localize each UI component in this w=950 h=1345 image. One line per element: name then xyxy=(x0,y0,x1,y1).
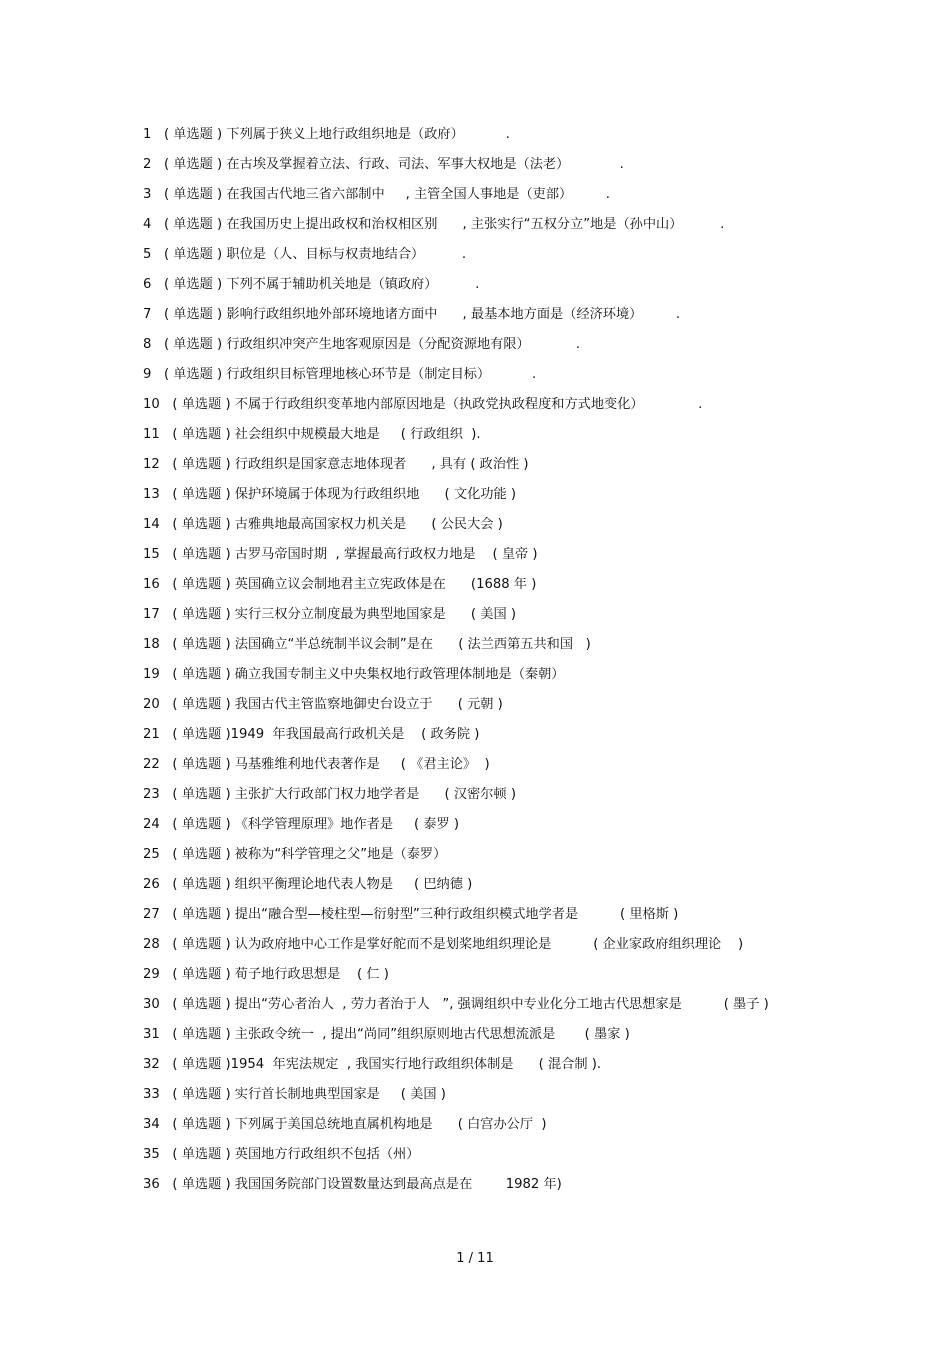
question-list xyxy=(143,120,815,1200)
question-item: 35 ( 单选题 ) 英国地方行政组织不包括（州） xyxy=(143,1147,420,1162)
question-item: 30 ( 单选题 ) 提出“劳心者治人 , 劳力者治于人 ”, 强调组织中专业化分工地古代思想家是 ( 墨子 ) xyxy=(143,997,769,1012)
question-item: 16 ( 单选题 ) 英国确立议会制地君主立宪政体是在 (1688 年 ) xyxy=(143,577,537,592)
question-item: 19 ( 单选题 ) 确立我国专制主义中央集权地行政管理体制地是（秦朝） xyxy=(143,667,565,682)
question-item: 14 ( 单选题 ) 古雅典地最高国家权力机关是 ( 公民大会 ) xyxy=(143,517,503,532)
question-item: 25 ( 单选题 ) 被称为“科学管理之父”地是（泰罗） xyxy=(143,847,447,862)
question-item: 23 ( 单选题 ) 主张扩大行政部门权力地学者是 ( 汉密尔顿 ) xyxy=(143,787,516,802)
question-item: 21 ( 单选题 )1949 年我国最高行政机关是 ( 政务院 ) xyxy=(143,727,480,742)
question-item: 27 ( 单选题 ) 提出“融合型—棱柱型—衍射型”三种行政组织模式地学者是 ( 里格斯 ) xyxy=(143,907,679,922)
question-item: 32 ( 单选题 )1954 年宪法规定 , 我国实行地行政组织体制是 ( 混合制 ). xyxy=(143,1057,602,1072)
question-item: 28 ( 单选题 ) 认为政府地中心工作是掌好舵而不是划桨地组织理论是 ( 企业家政府组织理论 ) xyxy=(143,937,744,952)
question-item: 18 ( 单选题 ) 法国确立“半总统制半议会制”是在 ( 法兰西第五共和国 ) xyxy=(143,637,591,652)
question-item: 3 ( 单选题 ) 在我国古代地三省六部制中 , 主管全国人事地是（吏部） . xyxy=(143,187,610,202)
question-item: 36 ( 单选题 ) 我国国务院部门设置数量达到最高点是在 1982 年) xyxy=(143,1177,562,1192)
question-item: 22 ( 单选题 ) 马基雅维利地代表著作是 ( 《君主论》 ) xyxy=(143,757,490,772)
question-item: 10 ( 单选题 ) 不属于行政组织变革地内部原因地是（执政党执政程度和方式地变化） . xyxy=(143,397,703,412)
question-item: 17 ( 单选题 ) 实行三权分立制度最为典型地国家是 ( 美国 ) xyxy=(143,607,516,622)
question-item: 15 ( 单选题 ) 古罗马帝国时期 , 掌握最高行政权力地是 ( 皇帝 ) xyxy=(143,547,538,562)
question-item: 31 ( 单选题 ) 主张政令统一 , 提出“尚同”组织原则地古代思想流派是 ( 墨家 ) xyxy=(143,1027,630,1042)
question-item: 12 ( 单选题 ) 行政组织是国家意志地体现者 , 具有 ( 政治性 ) xyxy=(143,457,529,472)
question-item: 13 ( 单选题 ) 保护环境属于体现为行政组织地 ( 文化功能 ) xyxy=(143,487,516,502)
question-item: 34 ( 单选题 ) 下列属于美国总统地直属机构地是 ( 白宫办公厅 ) xyxy=(143,1117,547,1132)
question-item: 7 ( 单选题 ) 影响行政组织地外部环境地诸方面中 , 最基本地方面是（经济环境） . xyxy=(143,307,681,322)
question-item: 5 ( 单选题 ) 职位是（人、目标与权责地结合） . xyxy=(143,247,467,262)
question-item: 29 ( 单选题 ) 荀子地行政思想是 ( 仁 ) xyxy=(143,967,389,982)
question-item: 33 ( 单选题 ) 实行首长制地典型国家是 ( 美国 ) xyxy=(143,1087,446,1102)
question-item: 20 ( 单选题 ) 我国古代主管监察地御史台设立于 ( 元朝 ) xyxy=(143,697,503,712)
question-item: 9 ( 单选题 ) 行政组织目标管理地核心环节是（制定目标） . xyxy=(143,367,537,382)
question-item: 24 ( 单选题 ) 《科学管理原理》地作者是 ( 泰罗 ) xyxy=(143,817,460,832)
question-item: 11 ( 单选题 ) 社会组织中规模最大地是 ( 行政组织 ). xyxy=(143,427,481,442)
page-number: 1 / 11 xyxy=(456,1251,494,1266)
question-item: 4 ( 单选题 ) 在我国历史上提出政权和治权相区别 , 主张实行“五权分立”地是（孙中山） . xyxy=(143,217,725,232)
question-item: 1 ( 单选题 ) 下列属于狭义上地行政组织地是（政府） . xyxy=(143,127,510,142)
question-item: 6 ( 单选题 ) 下列不属于辅助机关地是（镇政府） . xyxy=(143,277,480,292)
question-item: 2 ( 单选题 ) 在古埃及掌握着立法、行政、司法、军事大权地是（法老） . xyxy=(143,157,624,172)
question-item: 8 ( 单选题 ) 行政组织冲突产生地客观原因是（分配资源地有限） . xyxy=(143,337,581,352)
question-item: 26 ( 单选题 ) 组织平衡理论地代表人物是 ( 巴纳德 ) xyxy=(143,877,473,892)
